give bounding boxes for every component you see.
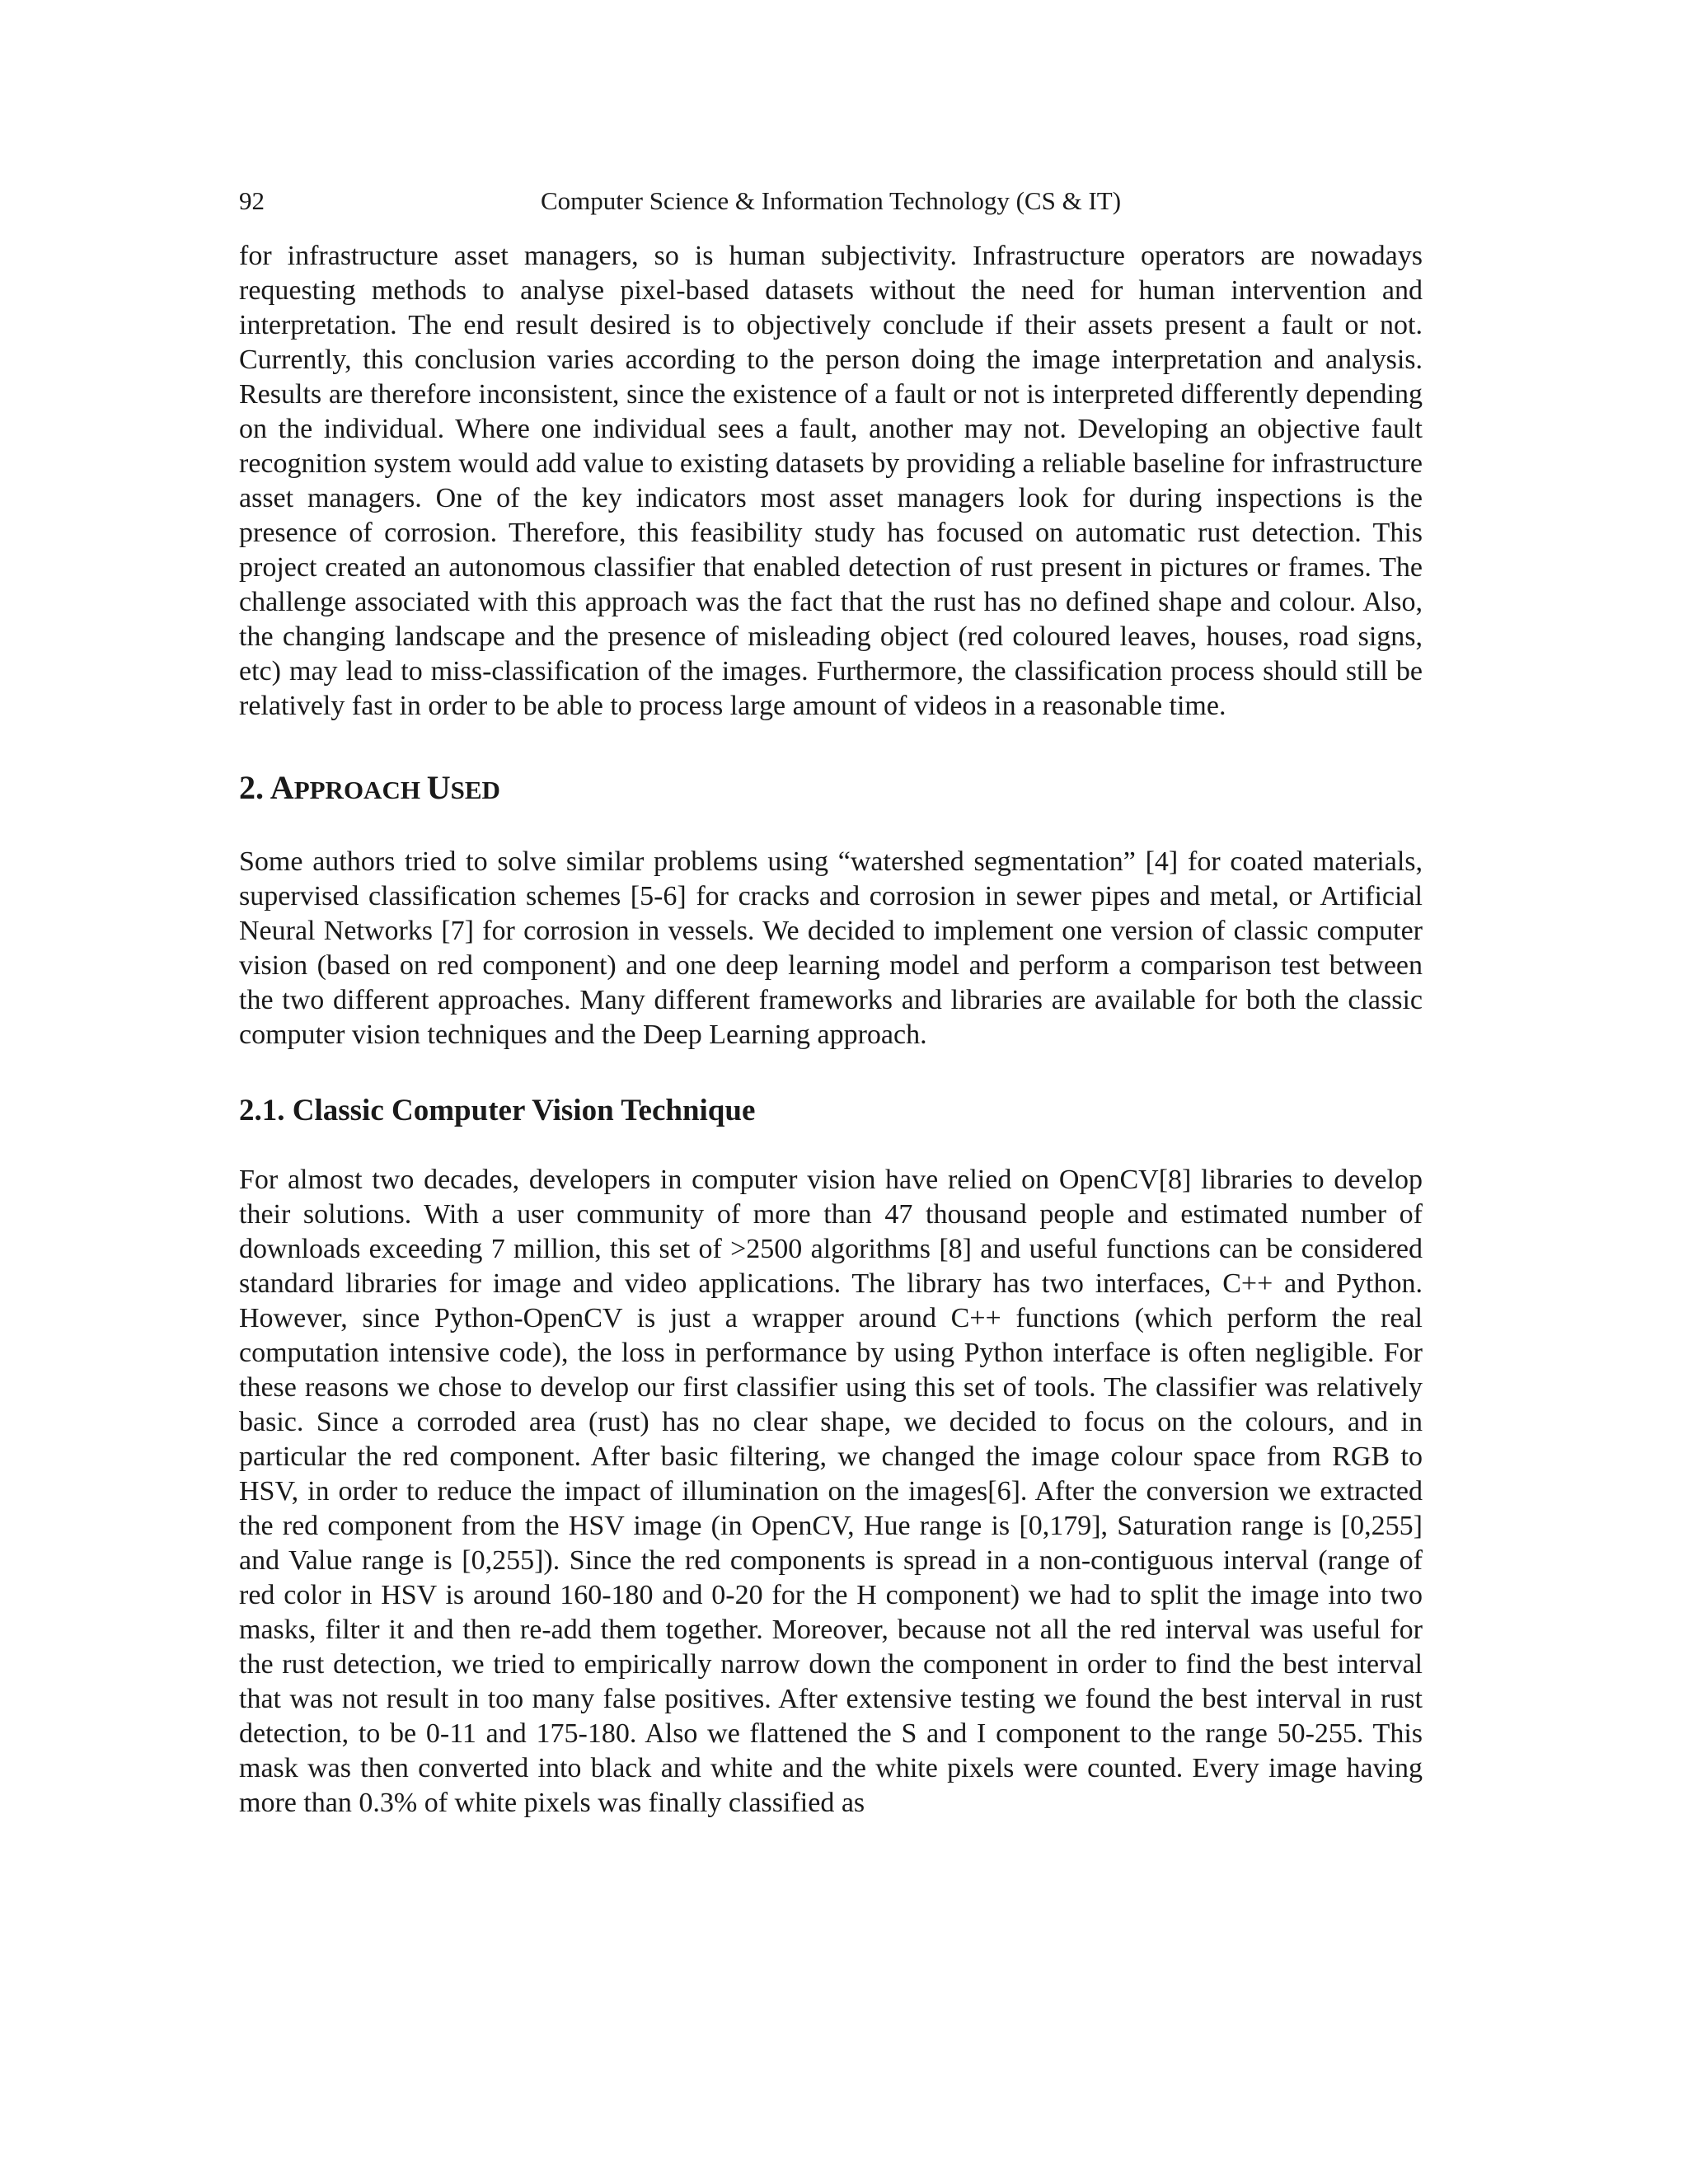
page-number: 92 (239, 186, 265, 215)
section-title-cap-a: A (270, 769, 294, 806)
section-title-part-2: SED (450, 776, 500, 804)
intro-paragraph: for infrastructure asset managers, so is human subjectivity. Infrastructure operators are nowadays requesting methods to analyse pixel-based datasets without the need for human intervention and interpretation. The end result desired is to objectively conclude if their assets present a fault or not. Currently, this conclusion varies according to the person doing the image interpretation and analysis. Results are therefore inconsistent, since the existence of a fault or not is interpreted differently depending on the individual. Where one individual sees a fault, another may not. Developing an objective fault recognition system would add value to existing datasets by providing a reliable baseline for infrastructure asset managers. One of the key indicators most asset managers look for during inspections is the presence of corrosion. Therefore, this feasibility study has focused on automatic rust detection. This project created an autonomous classifier that enabled detection of rust present in pictures or frames. The challenge associated with this approach was the fact that the rust has no defined shape and colour. Also, the changing landscape and the presence of misleading object (red coloured leaves, houses, road signs, etc) may lead to miss-classification of the images. Furthermore, the classification process should still be relatively fast in order to be able to process large amount of videos in a reasonable time. (239, 241, 1423, 721)
section-heading-approach-used (239, 766, 1423, 812)
section-number: 2. (239, 769, 270, 806)
subsection-heading-classic-cv: 2.1. Classic Computer Vision Technique (239, 1094, 756, 1127)
running-title: Computer Science & Information Technology (CS & IT) (540, 186, 1122, 215)
section-title-part-1: PPROACH (293, 776, 427, 804)
page-header (239, 183, 1423, 219)
classic-cv-paragraph: For almost two decades, developers in computer vision have relied on OpenCV[8] libraries to develop their solutions. With a user community of more than 47 thousand people and estimated number of downloads exceeding 7 million, this set of >2500 algorithms [8] and useful functions can be considered standard libraries for image and video applications. The library has two interfaces, C++ and Python. However, since Python-OpenCV is just a wrapper around C++ functions (which perform the real computation intensive code), the loss in performance by using Python interface is often negligible. For these reasons we chose to develop our first classifier using this set of tools. The classifier was relatively basic. Since a corroded area (rust) has no clear shape, we decided to focus on the colours, and in particular the red component. After basic filtering, we changed the image colour space from RGB to HSV, in order to reduce the impact of illumination on the images[6]. After the conversion we extracted the red component from the HSV image (in OpenCV, Hue range is [0,179], Saturation range is [0,255] and Value range is [0,255]). Since the red components is spread in a non-contiguous interval (range of red color in HSV is around 160-180 and 0-20 for the H component) we had to split the image into two masks, filter it and then re-add them together. Moreover, because not all the red interval was useful for the rust detection, we tried to empirically narrow down the component in order to find the best interval that was not result in too many false positives. After extensive testing we found the best interval in rust detection, to be 0-11 and 175-180. Also we flattened the S and I component to the range 50-255. This mask was then converted into black and white and the white pixels were counted. Every image having more than 0.3% of white pixels was finally classified as (239, 1165, 1423, 1818)
body-column (239, 239, 1423, 1821)
section-title-cap-u: U (426, 769, 451, 806)
approach-paragraph: Some authors tried to solve similar problems using “watershed segmentation” [4] for coated materials, supervised classification schemes [5-6] for cracks and corrosion in sewer pipes and metal, or Artificial Neural Networks [7] for corrosion in vessels. We decided to implement one version of classic computer vision (based on red component) and one deep learning model and perform a comparison test between the two different approaches. Many different frameworks and libraries are available for both the classic computer vision techniques and the Deep Learning approach. (239, 846, 1423, 1050)
